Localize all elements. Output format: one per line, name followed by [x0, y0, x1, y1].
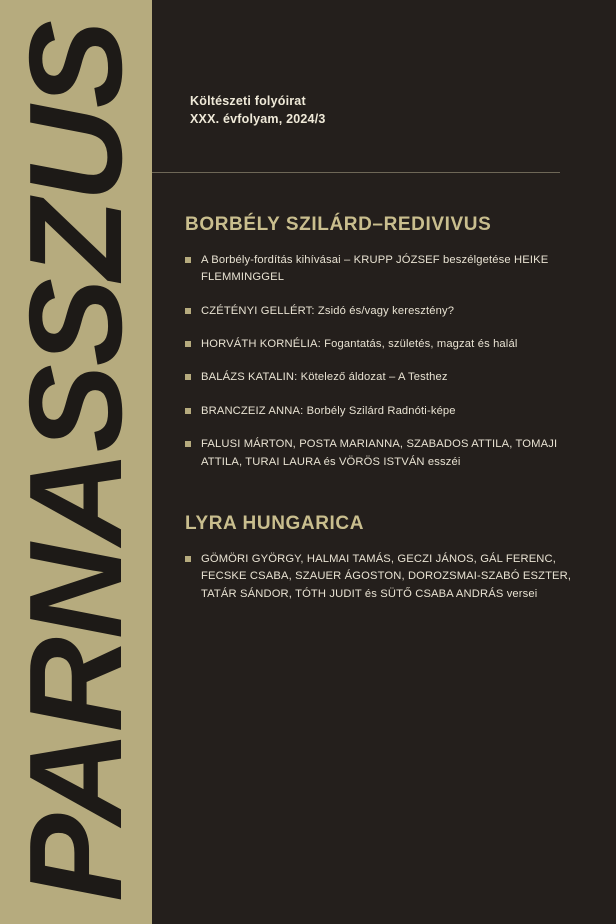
section-title-borbely: BORBÉLY SZILÁRD–REDIVIVUS [185, 214, 492, 235]
list-item: BRANCZEIZ ANNA: Borbély Szilárd Radnóti-képe [185, 403, 575, 420]
masthead-title: PARNASSZUS [2, 22, 149, 902]
issue-meta [190, 92, 326, 128]
list-item: GÖMÖRI GYÖRGY, HALMAI TAMÁS, GECZI JÁNOS, GÁL FERENC, FECSKE CSABA, SZAUER ÁGOSTON, DOROZSMAI-SZABÓ ESZTER, TATÁR SÁNDOR, TÓTH JUDIT és SÜTŐ CSABA ANDRÁS versei [185, 551, 575, 603]
header-divider [152, 172, 560, 173]
list-item: A Borbély-fordítás kihívásai – KRUPP JÓZSEF beszélgetése HEIKE FLEMMINGGEL [185, 252, 575, 287]
list-item: BALÁZS KATALIN: Kötelező áldozat – A Testhez [185, 369, 575, 386]
list-item: CZÉTÉNYI GELLÉRT: Zsidó és/vagy keresztény? [185, 303, 575, 320]
section-title-lyra: LYRA HUNGARICA [185, 512, 365, 534]
section-items-borbely [185, 252, 575, 471]
contents-list [185, 200, 575, 619]
issue-subtitle: Költészeti folyóirat [190, 94, 306, 108]
list-item: FALUSI MÁRTON, POSTA MARIANNA, SZABADOS ATTILA, TOMAJI ATTILA, TURAI LAURA és VÖRÖS ISTVÁN esszéi [185, 436, 575, 471]
list-item: HORVÁTH KORNÉLIA: Fogantatás, születés, magzat és halál [185, 336, 575, 353]
masthead [0, 0, 152, 924]
issue-volume: XXX. évfolyam, 2024/3 [190, 112, 326, 127]
section-items-lyra [185, 551, 575, 603]
